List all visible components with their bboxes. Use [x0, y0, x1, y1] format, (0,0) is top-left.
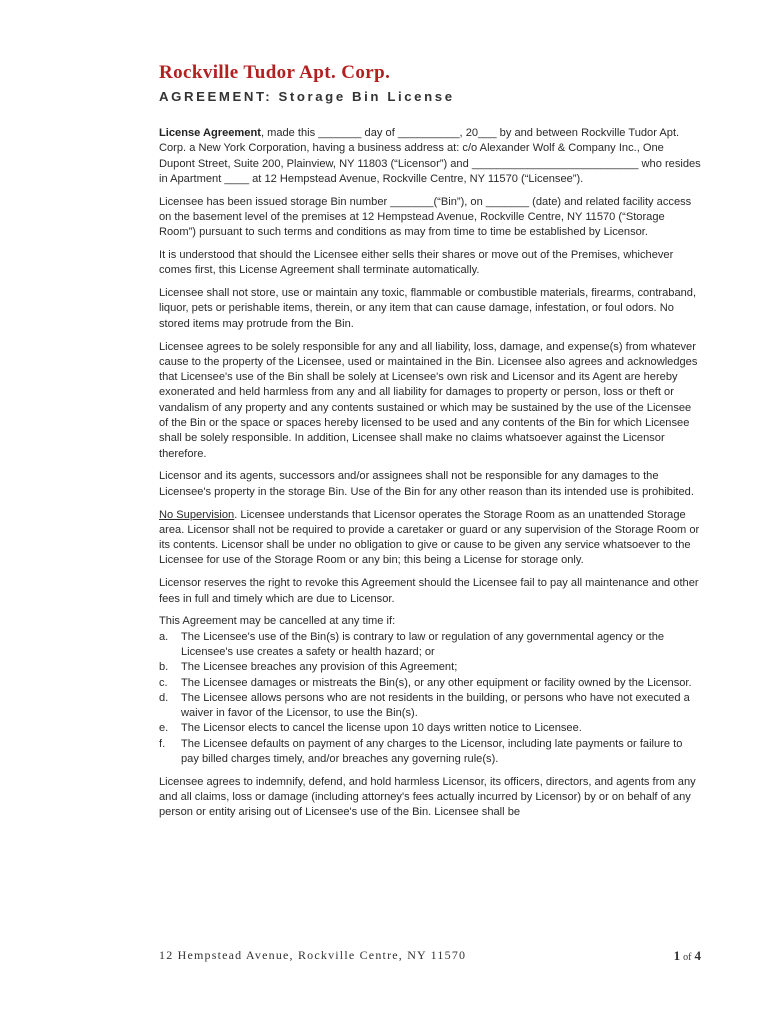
page-footer	[159, 948, 701, 966]
no-supervision-paragraph	[159, 508, 701, 569]
condition-marker: a.	[159, 630, 169, 643]
page-of-label: of	[683, 952, 692, 963]
page-number	[674, 948, 701, 964]
damages-paragraph: Licensor and its agents, successors and/or assignees shall not be responsible for any damages to the Licensee's property in the storage Bin. Use of the Bin for any other reason than its intended use is prohibited.	[159, 470, 694, 498]
condition-item	[159, 630, 701, 661]
condition-text: The Licensee defaults on payment of any charges to the Licensor, including late payments or failure to pay billed charges timely, and/or breaches any governing rule(s).	[181, 737, 683, 765]
condition-text: The Licensee damages or mistreats the Bin(s), or any other equipment or facility owned by the Licensor.	[181, 676, 692, 689]
condition-marker: d.	[159, 691, 169, 704]
condition-marker: e.	[159, 722, 169, 735]
document-content	[159, 60, 701, 828]
cancellation-conditions	[159, 630, 701, 768]
condition-marker: c.	[159, 676, 168, 689]
page-current: 1	[673, 948, 681, 963]
condition-text: The Licensor elects to cancel the license upon 10 days written notice to Licensee.	[181, 722, 582, 735]
indemnify-paragraph: Licensee agrees to indemnify, defend, and hold harmless Licensor, its officers, directors, and agents from any and all claims, loss or damage (including attorney's fees actually incurred by Licensor) by or on behalf of any person or entity arising out of Licensee's use of the Bin. Licensee shall be	[159, 775, 696, 819]
condition-item	[159, 737, 701, 768]
condition-marker: f.	[159, 737, 166, 750]
no-supervision-heading: No Supervision	[159, 508, 235, 521]
company-name: Rockville Tudor Apt. Corp.	[159, 62, 391, 83]
condition-item	[159, 721, 701, 736]
revocation-paragraph: Licensor reserves the right to revoke this Agreement should the Licensee fail to pay all maintenance and other fees in full and timely which are due to Licensor.	[159, 577, 699, 605]
condition-text: The Licensee breaches any provision of this Agreement;	[181, 661, 458, 674]
condition-text: The Licensee's use of the Bin(s) is contrary to law or regulation of any governmental agency or the Licensee's use creates a safety or health hazard; or	[181, 630, 665, 658]
intro-lead: License Agreement	[159, 127, 261, 139]
bin-issuance-paragraph: Licensee has been issued storage Bin number _______(“Bin”), on _______ (date) and related facility access on the basement level of the premises at 12 Hempstead Avenue, Rockville Centre, NY 11570 (“Storage Room”) pursuant to such terms and conditions as may from time to time be established by Licensor.	[159, 195, 692, 239]
liability-paragraph: Licensee agrees to be solely responsible for any and all liability, loss, damage, and expense(s) from whatever cause to the property of the Licensee, used or maintained in the Bin. Licensee also agrees and acknowledges that Licensee's use of the Bin shall be solely at Licensee's own risk and Licensor and its Agent are hereby exonerated and held harmless from any and all liability for damages to property or person, loss or theft or vandalism of any property and any contents sustained or which may be sustained by the use of the Licensee of the Bin or the space or spaces hereby licensed to be used and any contents of the Bin for which Licensee shall be solely responsible. In addition, Licensee shall make no claims whatsoever against the Licensor therefore.	[159, 340, 698, 460]
condition-item	[159, 676, 701, 691]
intro-text: , made this _______ day of __________, 20___ by and between Rockville Tudor Apt. Corp. a New York Corporation, having a business address at: c/o Alexander Wolf & Company Inc., One Dupont Street, Suite 200, Plainview, NY 11803 (“Licensor”) and ___________________________ who resides in Apartment ____ at 12 Hempstead Avenue, Rockville Centre, NY 11570 (“Licensee”).	[159, 127, 701, 185]
condition-text: The Licensee allows persons who are not residents in the building, or persons who have not executed a waiver in favor of the Licensor, to use the Bin(s).	[181, 691, 690, 720]
termination-paragraph: It is understood that should the Licensee either sells their shares or move out of the Premises, whichever comes first, this License Agreement shall terminate automatically.	[159, 249, 674, 277]
document-title: AGREEMENT: Storage Bin License	[159, 89, 455, 104]
intro-paragraph	[159, 126, 701, 187]
condition-item	[159, 691, 701, 722]
footer-address: 12 Hempstead Avenue, Rockville Centre, NY 11570	[159, 948, 467, 962]
no-supervision-text: . Licensee understands that Licensor operates the Storage Room as an unattended Storage area. Licensor shall not be required to provide a caretaker or guard or any supervision of the Storage Room or its contents. Licensor shall be under no obligation to give or cause to be given any service whatsoever to the Licensee for use of the Storage Room or any bin; this being a License for storage only.	[159, 508, 700, 567]
condition-marker: b.	[159, 661, 169, 674]
condition-item	[159, 660, 701, 675]
prohibited-items-paragraph: Licensee shall not store, use or maintain any toxic, flammable or combustible materials, firearms, contraband, liquor, pets or perishable items, therein, or any item that can cause damage, infestation, or foul odors. No stored items may protrude from the Bin.	[159, 287, 697, 330]
cancellation-intro: This Agreement may be cancelled at any time if:	[159, 615, 396, 628]
agreement-body	[159, 126, 701, 821]
page-total: 4	[694, 948, 701, 963]
